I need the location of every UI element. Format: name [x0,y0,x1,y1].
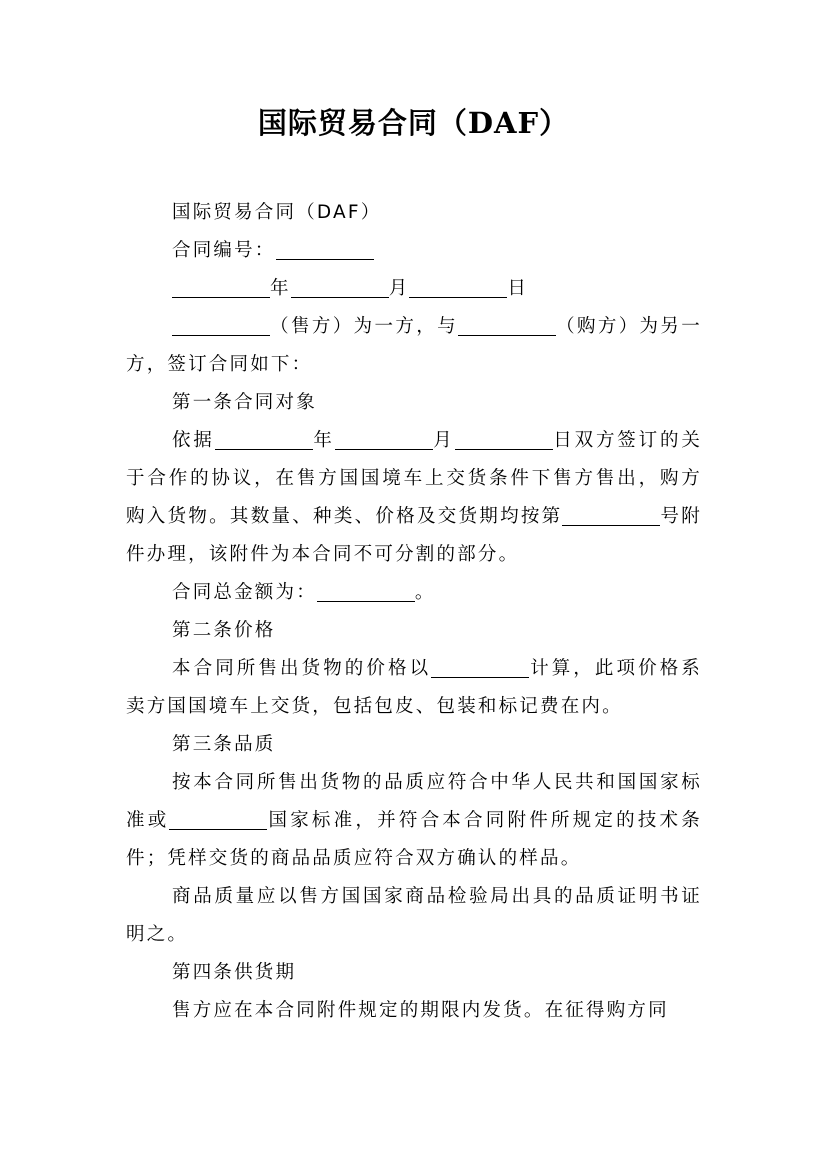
paragraph-article-3 [126,764,702,878]
contract-number-label: 合同编号： [172,240,276,261]
date-day-label: 日 [507,278,529,299]
seller-blank [172,313,270,336]
paragraph-date [126,270,702,308]
heading-article-1: 第一条合同对象 [172,392,317,413]
article-1-text: 日双方签订的关于合作的协议，在售方国国境车上交货条件下售方售出，购方购入货物。其数量、种类、价格及交货期均按第 [126,430,703,527]
article-1-intro: 依据 [172,430,215,451]
article-3-blank-standard [169,807,267,830]
article-1-end: 号附件办理，该附件为本合同不可分割的部分。 [126,506,703,565]
heading-article-2: 第二条价格 [172,620,276,641]
article-2-text: 计算，此项价格系卖方国国境车上交货，包括包皮、包装和标记费在内。 [126,658,702,717]
total-amount-end: 。 [414,582,436,603]
date-blank-month [409,275,507,298]
buyer-text: （购方）为另一方，签订合同如下： [126,316,702,375]
date-blank-year [291,275,389,298]
paragraph-subtitle: 国际贸易合同（DAF） [172,202,382,223]
paragraph-contract-number [126,232,702,270]
article-1-blank-month [455,427,553,450]
contract-number-blank [276,237,374,260]
paragraph-article-2 [126,650,702,726]
paragraph-article-1 [126,422,702,574]
paragraph-parties [126,308,702,384]
paragraph-quality-certificate: 商品质量应以售方国国家商品检验局出具的品质证明书证明之。 [126,886,702,945]
date-blank-place [172,275,270,298]
paragraph-article-4: 售方应在本合同附件规定的期限内发货。在征得购方同 [172,1000,669,1021]
article-3-intro: 按本合同所售出货物的品质应符合中华人民共和国国家标准或 [126,772,702,831]
paragraph-total-amount [126,574,702,612]
buyer-blank [458,313,556,336]
article-1-blank-year [335,427,433,450]
date-month-label: 月 [388,278,410,299]
date-year-label: 年 [270,278,291,299]
article-3-text: 国家标准，并符合本合同附件所规定的技术条件；凭样交货的商品品质应符合双方确认的样品。 [126,810,702,869]
article-1-blank-place [215,427,313,450]
total-amount-blank [317,579,415,602]
heading-article-4: 第四条供货期 [172,962,297,983]
article-1-blank-annex [562,503,660,526]
article-1-month-label: 月 [432,430,455,451]
heading-article-3: 第三条品质 [172,734,276,755]
seller-text: （售方）为一方，与 [270,316,458,337]
document-body [126,194,702,1030]
article-2-intro: 本合同所售出货物的价格以 [172,658,432,679]
article-1-year-label: 年 [312,430,335,451]
document-title: 国际贸易合同（DAF） [257,106,570,140]
article-2-blank-price [431,655,529,678]
total-amount-label: 合同总金额为： [172,582,317,603]
